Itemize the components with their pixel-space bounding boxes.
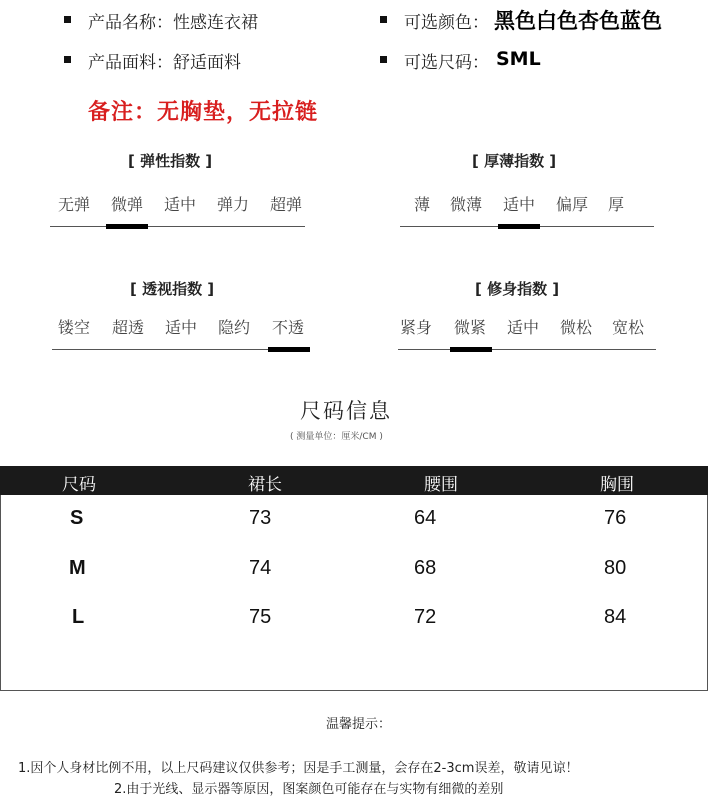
- table-cell-bust: 80: [604, 557, 627, 579]
- fit-scale-line: [398, 349, 656, 350]
- table-cell-length: 74: [249, 557, 272, 579]
- table-cell-size: M: [69, 557, 86, 579]
- bullet-icon: [64, 56, 71, 63]
- elasticity-selected-marker: [106, 224, 148, 229]
- transparency-level: 适中: [164, 318, 197, 337]
- tips-title: 温馨提示：: [326, 717, 392, 732]
- size-table: [0, 466, 708, 691]
- fit-selected-marker: [450, 347, 492, 352]
- transparency-level: 不透: [271, 318, 304, 337]
- elasticity-scale-line: [50, 226, 305, 227]
- table-cell-waist: 72: [414, 606, 437, 628]
- table-cell-size: L: [72, 606, 85, 628]
- transparency-level: 超透: [111, 318, 144, 337]
- fit-level: 微紧: [453, 318, 486, 337]
- elasticity-level: 超弹: [269, 195, 302, 214]
- header-size: 尺码: [62, 475, 96, 495]
- note: 备注：无胸垫，无拉链: [88, 100, 319, 125]
- bullet-icon: [64, 16, 71, 23]
- table-cell-length: 73: [249, 507, 272, 529]
- size-info-unit: ( 测量单位：厘米/CM ): [290, 432, 383, 442]
- size-value: SML: [496, 48, 541, 70]
- fit-index-title: [ 修身指数 ]: [475, 280, 560, 298]
- fit-level: 微松: [559, 318, 592, 337]
- bullet-icon: [380, 56, 387, 63]
- transparency-level: 隐约: [217, 318, 250, 337]
- product-name: 产品名称：性感连衣裙: [88, 13, 258, 33]
- thickness-level: 适中: [502, 195, 535, 214]
- elasticity-level: 适中: [163, 195, 196, 214]
- elasticity-level: 微弹: [110, 195, 143, 214]
- table-cell-size: S: [70, 507, 84, 529]
- table-cell-waist: 68: [414, 557, 437, 579]
- tips-line: 1.因个人身材比例不用，以上尺码建议仅供参考；因是手工测量，会存在2-3cm误差，敬请见谅！: [18, 761, 579, 776]
- elasticity-index-title: [ 弹性指数 ]: [128, 152, 213, 170]
- thickness-level: 偏厚: [555, 195, 588, 214]
- thickness-index-title: [ 厚薄指数 ]: [472, 152, 557, 170]
- table-cell-bust: 84: [604, 606, 627, 628]
- color-label: 可选颜色：: [404, 13, 489, 33]
- table-cell-length: 75: [249, 606, 272, 628]
- thickness-level: 厚: [607, 195, 624, 214]
- transparency-index-title: [ 透视指数 ]: [130, 280, 215, 298]
- elasticity-level: 弹力: [216, 195, 249, 214]
- fit-level: 宽松: [611, 318, 644, 337]
- thickness-selected-marker: [498, 224, 540, 229]
- elasticity-level: 无弹: [57, 195, 90, 214]
- color-value: 黑色白色杏色蓝色: [494, 9, 662, 33]
- thickness-level: 薄: [413, 195, 430, 214]
- bullet-icon: [380, 16, 387, 23]
- thickness-level: 微薄: [449, 195, 482, 214]
- size-label: 可选尺码：: [404, 53, 489, 73]
- product-fabric: 产品面料：舒适面料: [88, 53, 241, 73]
- tips-line: 2.由于光线、显示器等原因，图案颜色可能存在与实物有细微的差别: [114, 782, 504, 797]
- fit-level: 适中: [506, 318, 539, 337]
- transparency-level: 镂空: [57, 318, 90, 337]
- header-bust: 胸围: [600, 475, 634, 495]
- header-length: 裙长: [248, 475, 282, 495]
- header-waist: 腰围: [424, 475, 458, 495]
- table-cell-bust: 76: [604, 507, 627, 529]
- fit-level: 紧身: [399, 318, 432, 337]
- size-info-title: 尺码信息: [300, 399, 392, 423]
- transparency-selected-marker: [268, 347, 310, 352]
- table-cell-waist: 64: [414, 507, 437, 529]
